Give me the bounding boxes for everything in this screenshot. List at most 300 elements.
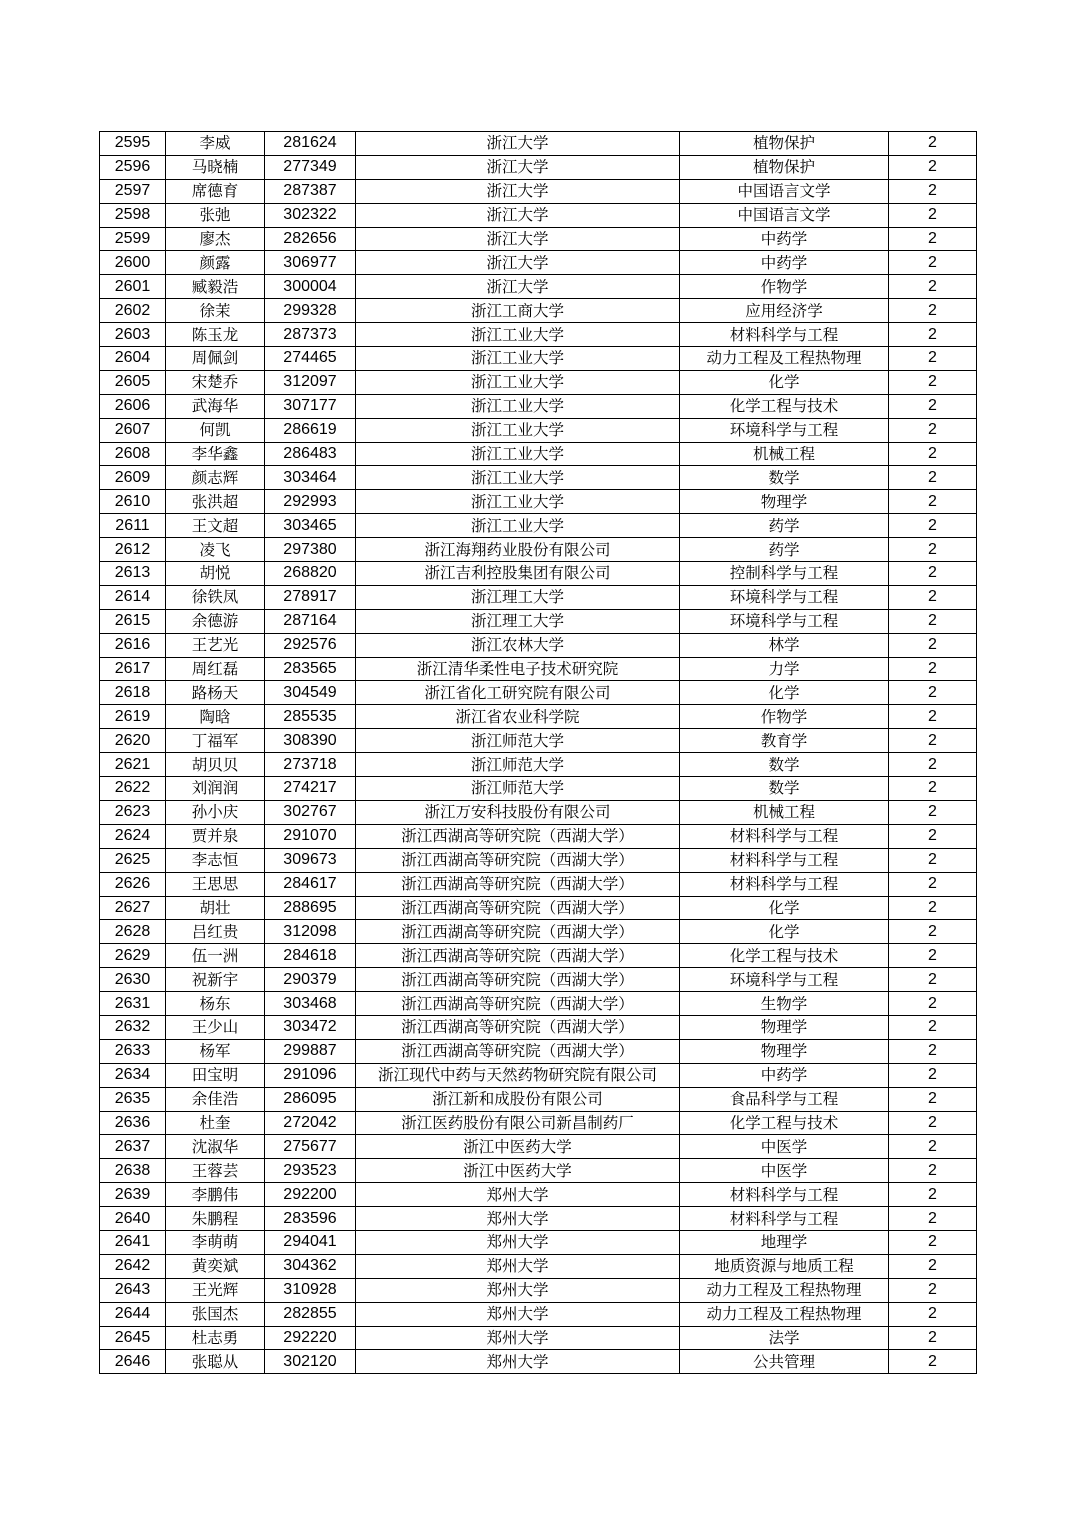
discipline: 机械工程 xyxy=(680,442,889,466)
table-row xyxy=(100,227,977,251)
row-number: 2621 xyxy=(100,753,166,777)
person-id: 286619 xyxy=(265,418,356,442)
count-value: 2 xyxy=(889,968,977,992)
count-value: 2 xyxy=(889,370,977,394)
discipline: 材料科学与工程 xyxy=(680,323,889,347)
discipline: 材料科学与工程 xyxy=(680,848,889,872)
count-value: 2 xyxy=(889,824,977,848)
table-row xyxy=(100,585,977,609)
table-row xyxy=(100,1015,977,1039)
organization: 浙江西湖高等研究院（西湖大学） xyxy=(356,1039,680,1063)
organization: 浙江理工大学 xyxy=(356,585,680,609)
person-id: 292200 xyxy=(265,1183,356,1207)
organization: 浙江省农业科学院 xyxy=(356,705,680,729)
table-row xyxy=(100,347,977,371)
table-row xyxy=(100,1350,977,1374)
organization: 浙江西湖高等研究院（西湖大学） xyxy=(356,992,680,1016)
organization: 浙江师范大学 xyxy=(356,729,680,753)
row-number: 2645 xyxy=(100,1326,166,1350)
discipline: 化学工程与技术 xyxy=(680,394,889,418)
count-value: 2 xyxy=(889,442,977,466)
row-number: 2643 xyxy=(100,1278,166,1302)
person-id: 308390 xyxy=(265,729,356,753)
person-id: 288695 xyxy=(265,896,356,920)
person-name: 王蓉芸 xyxy=(166,1159,265,1183)
count-value: 2 xyxy=(889,347,977,371)
discipline: 中药学 xyxy=(680,1063,889,1087)
person-id: 310928 xyxy=(265,1278,356,1302)
row-number: 2600 xyxy=(100,251,166,275)
row-number: 2614 xyxy=(100,585,166,609)
discipline: 环境科学与工程 xyxy=(680,968,889,992)
person-id: 303468 xyxy=(265,992,356,1016)
table-row xyxy=(100,562,977,586)
row-number: 2624 xyxy=(100,824,166,848)
discipline: 生物学 xyxy=(680,992,889,1016)
person-name: 李威 xyxy=(166,132,265,156)
organization: 浙江工业大学 xyxy=(356,370,680,394)
count-value: 2 xyxy=(889,1111,977,1135)
organization: 浙江大学 xyxy=(356,275,680,299)
person-id: 268820 xyxy=(265,562,356,586)
discipline: 化学 xyxy=(680,896,889,920)
count-value: 2 xyxy=(889,394,977,418)
count-value: 2 xyxy=(889,155,977,179)
count-value: 2 xyxy=(889,1278,977,1302)
person-id: 292220 xyxy=(265,1326,356,1350)
organization: 浙江工业大学 xyxy=(356,323,680,347)
discipline: 化学工程与技术 xyxy=(680,944,889,968)
table-row xyxy=(100,323,977,347)
table-row xyxy=(100,896,977,920)
table-row xyxy=(100,1111,977,1135)
discipline: 力学 xyxy=(680,657,889,681)
organization: 浙江西湖高等研究院（西湖大学） xyxy=(356,824,680,848)
table-row xyxy=(100,1326,977,1350)
count-value: 2 xyxy=(889,418,977,442)
organization: 浙江工商大学 xyxy=(356,299,680,323)
count-value: 2 xyxy=(889,872,977,896)
person-name: 王光辉 xyxy=(166,1278,265,1302)
row-number: 2642 xyxy=(100,1254,166,1278)
table-row xyxy=(100,514,977,538)
organization: 郑州大学 xyxy=(356,1278,680,1302)
count-value: 2 xyxy=(889,896,977,920)
person-name: 臧毅浩 xyxy=(166,275,265,299)
count-value: 2 xyxy=(889,1230,977,1254)
row-number: 2622 xyxy=(100,777,166,801)
discipline: 化学 xyxy=(680,920,889,944)
row-number: 2638 xyxy=(100,1159,166,1183)
organization: 浙江大学 xyxy=(356,203,680,227)
discipline: 环境科学与工程 xyxy=(680,585,889,609)
person-id: 297380 xyxy=(265,538,356,562)
person-name: 张国杰 xyxy=(166,1302,265,1326)
count-value: 2 xyxy=(889,777,977,801)
discipline: 药学 xyxy=(680,538,889,562)
table-row xyxy=(100,251,977,275)
discipline: 地质资源与地质工程 xyxy=(680,1254,889,1278)
person-id: 304362 xyxy=(265,1254,356,1278)
person-id: 303464 xyxy=(265,466,356,490)
person-name: 陈玉龙 xyxy=(166,323,265,347)
person-id: 282656 xyxy=(265,227,356,251)
table-row xyxy=(100,848,977,872)
table-row xyxy=(100,968,977,992)
discipline: 化学工程与技术 xyxy=(680,1111,889,1135)
discipline: 应用经济学 xyxy=(680,299,889,323)
table-row xyxy=(100,872,977,896)
organization: 浙江清华柔性电子技术研究院 xyxy=(356,657,680,681)
count-value: 2 xyxy=(889,132,977,156)
person-name: 吕红贵 xyxy=(166,920,265,944)
organization: 浙江省化工研究院有限公司 xyxy=(356,681,680,705)
person-id: 272042 xyxy=(265,1111,356,1135)
person-id: 281624 xyxy=(265,132,356,156)
organization: 浙江理工大学 xyxy=(356,609,680,633)
row-number: 2631 xyxy=(100,992,166,1016)
organization: 郑州大学 xyxy=(356,1254,680,1278)
organization: 浙江工业大学 xyxy=(356,418,680,442)
table-row xyxy=(100,705,977,729)
row-number: 2630 xyxy=(100,968,166,992)
person-name: 宋楚乔 xyxy=(166,370,265,394)
discipline: 数学 xyxy=(680,753,889,777)
person-id: 299887 xyxy=(265,1039,356,1063)
person-name: 李华鑫 xyxy=(166,442,265,466)
table-row xyxy=(100,777,977,801)
row-number: 2605 xyxy=(100,370,166,394)
person-name: 颜志辉 xyxy=(166,466,265,490)
organization: 浙江西湖高等研究院（西湖大学） xyxy=(356,848,680,872)
row-number: 2608 xyxy=(100,442,166,466)
discipline: 动力工程及工程热物理 xyxy=(680,347,889,371)
row-number: 2625 xyxy=(100,848,166,872)
count-value: 2 xyxy=(889,1302,977,1326)
person-name: 刘润润 xyxy=(166,777,265,801)
table-row xyxy=(100,155,977,179)
person-id: 299328 xyxy=(265,299,356,323)
organization: 浙江工业大学 xyxy=(356,490,680,514)
person-name: 周红磊 xyxy=(166,657,265,681)
row-number: 2634 xyxy=(100,1063,166,1087)
count-value: 2 xyxy=(889,275,977,299)
discipline: 地理学 xyxy=(680,1230,889,1254)
count-value: 2 xyxy=(889,848,977,872)
discipline: 食品科学与工程 xyxy=(680,1087,889,1111)
row-number: 2611 xyxy=(100,514,166,538)
row-number: 2640 xyxy=(100,1207,166,1231)
person-name: 胡壮 xyxy=(166,896,265,920)
row-number: 2597 xyxy=(100,179,166,203)
table-row xyxy=(100,466,977,490)
row-number: 2596 xyxy=(100,155,166,179)
person-name: 陶晗 xyxy=(166,705,265,729)
row-number: 2604 xyxy=(100,347,166,371)
discipline: 动力工程及工程热物理 xyxy=(680,1278,889,1302)
row-number: 2633 xyxy=(100,1039,166,1063)
person-id: 302120 xyxy=(265,1350,356,1374)
row-number: 2627 xyxy=(100,896,166,920)
organization: 浙江工业大学 xyxy=(356,442,680,466)
discipline: 公共管理 xyxy=(680,1350,889,1374)
row-number: 2616 xyxy=(100,633,166,657)
count-value: 2 xyxy=(889,179,977,203)
row-number: 2603 xyxy=(100,323,166,347)
person-id: 309673 xyxy=(265,848,356,872)
organization: 浙江西湖高等研究院（西湖大学） xyxy=(356,968,680,992)
discipline: 物理学 xyxy=(680,490,889,514)
row-number: 2595 xyxy=(100,132,166,156)
organization: 浙江工业大学 xyxy=(356,394,680,418)
count-value: 2 xyxy=(889,1254,977,1278)
person-name: 余德游 xyxy=(166,609,265,633)
person-name: 徐铁凤 xyxy=(166,585,265,609)
organization: 浙江工业大学 xyxy=(356,347,680,371)
organization: 浙江现代中药与天然药物研究院有限公司 xyxy=(356,1063,680,1087)
row-number: 2628 xyxy=(100,920,166,944)
person-id: 303472 xyxy=(265,1015,356,1039)
table-row xyxy=(100,1135,977,1159)
row-number: 2610 xyxy=(100,490,166,514)
discipline: 中药学 xyxy=(680,227,889,251)
row-number: 2626 xyxy=(100,872,166,896)
count-value: 2 xyxy=(889,538,977,562)
row-number: 2599 xyxy=(100,227,166,251)
count-value: 2 xyxy=(889,227,977,251)
person-name: 席德育 xyxy=(166,179,265,203)
count-value: 2 xyxy=(889,323,977,347)
table-row xyxy=(100,1302,977,1326)
discipline: 数学 xyxy=(680,466,889,490)
table-row xyxy=(100,1039,977,1063)
count-value: 2 xyxy=(889,203,977,227)
person-id: 284617 xyxy=(265,872,356,896)
person-id: 300004 xyxy=(265,275,356,299)
person-name: 廖杰 xyxy=(166,227,265,251)
table-row xyxy=(100,1254,977,1278)
discipline: 动力工程及工程热物理 xyxy=(680,1302,889,1326)
organization: 浙江工业大学 xyxy=(356,514,680,538)
person-id: 286483 xyxy=(265,442,356,466)
count-value: 2 xyxy=(889,609,977,633)
table-row xyxy=(100,1159,977,1183)
row-number: 2637 xyxy=(100,1135,166,1159)
table-row xyxy=(100,538,977,562)
discipline: 作物学 xyxy=(680,705,889,729)
table-row xyxy=(100,657,977,681)
person-name: 马晓楠 xyxy=(166,155,265,179)
row-number: 2620 xyxy=(100,729,166,753)
table-row xyxy=(100,203,977,227)
count-value: 2 xyxy=(889,657,977,681)
row-number: 2601 xyxy=(100,275,166,299)
person-name: 徐茉 xyxy=(166,299,265,323)
person-id: 283565 xyxy=(265,657,356,681)
discipline: 植物保护 xyxy=(680,132,889,156)
table-row xyxy=(100,944,977,968)
row-number: 2615 xyxy=(100,609,166,633)
table-row xyxy=(100,132,977,156)
table-row xyxy=(100,609,977,633)
discipline: 物理学 xyxy=(680,1039,889,1063)
discipline: 植物保护 xyxy=(680,155,889,179)
person-name: 周佩剑 xyxy=(166,347,265,371)
person-id: 287164 xyxy=(265,609,356,633)
table-row xyxy=(100,442,977,466)
row-number: 2635 xyxy=(100,1087,166,1111)
count-value: 2 xyxy=(889,514,977,538)
table-row xyxy=(100,1207,977,1231)
row-number: 2598 xyxy=(100,203,166,227)
person-name: 胡悦 xyxy=(166,562,265,586)
count-value: 2 xyxy=(889,753,977,777)
person-name: 胡贝贝 xyxy=(166,753,265,777)
organization: 浙江大学 xyxy=(356,179,680,203)
person-id: 312098 xyxy=(265,920,356,944)
person-name: 王文超 xyxy=(166,514,265,538)
count-value: 2 xyxy=(889,1087,977,1111)
count-value: 2 xyxy=(889,251,977,275)
count-value: 2 xyxy=(889,1015,977,1039)
count-value: 2 xyxy=(889,490,977,514)
person-name: 李萌萌 xyxy=(166,1230,265,1254)
discipline: 中医学 xyxy=(680,1135,889,1159)
discipline: 物理学 xyxy=(680,1015,889,1039)
table-row xyxy=(100,1278,977,1302)
person-id: 304549 xyxy=(265,681,356,705)
person-id: 285535 xyxy=(265,705,356,729)
row-number: 2636 xyxy=(100,1111,166,1135)
organization: 浙江西湖高等研究院（西湖大学） xyxy=(356,872,680,896)
person-name: 张聪从 xyxy=(166,1350,265,1374)
person-id: 291096 xyxy=(265,1063,356,1087)
person-id: 287387 xyxy=(265,179,356,203)
row-number: 2606 xyxy=(100,394,166,418)
person-name: 杨军 xyxy=(166,1039,265,1063)
discipline: 教育学 xyxy=(680,729,889,753)
person-id: 291070 xyxy=(265,824,356,848)
row-number: 2619 xyxy=(100,705,166,729)
discipline: 材料科学与工程 xyxy=(680,1183,889,1207)
person-name: 朱鹏程 xyxy=(166,1207,265,1231)
table-row xyxy=(100,275,977,299)
organization: 浙江师范大学 xyxy=(356,753,680,777)
person-id: 307177 xyxy=(265,394,356,418)
person-name: 黄奕斌 xyxy=(166,1254,265,1278)
table-row xyxy=(100,370,977,394)
discipline: 中国语言文学 xyxy=(680,179,889,203)
person-id: 302767 xyxy=(265,800,356,824)
person-name: 李鹏伟 xyxy=(166,1183,265,1207)
row-number: 2629 xyxy=(100,944,166,968)
organization: 浙江海翔药业股份有限公司 xyxy=(356,538,680,562)
discipline: 材料科学与工程 xyxy=(680,824,889,848)
organization: 浙江中医药大学 xyxy=(356,1159,680,1183)
person-id: 292576 xyxy=(265,633,356,657)
person-id: 303465 xyxy=(265,514,356,538)
discipline: 材料科学与工程 xyxy=(680,1207,889,1231)
count-value: 2 xyxy=(889,1326,977,1350)
discipline: 材料科学与工程 xyxy=(680,872,889,896)
row-number: 2607 xyxy=(100,418,166,442)
table-row xyxy=(100,299,977,323)
person-name: 余佳浩 xyxy=(166,1087,265,1111)
count-value: 2 xyxy=(889,729,977,753)
person-name: 孙小庆 xyxy=(166,800,265,824)
person-id: 294041 xyxy=(265,1230,356,1254)
person-name: 王艺光 xyxy=(166,633,265,657)
organization: 郑州大学 xyxy=(356,1326,680,1350)
person-name: 丁福军 xyxy=(166,729,265,753)
person-name: 凌飞 xyxy=(166,538,265,562)
organization: 浙江师范大学 xyxy=(356,777,680,801)
table-row xyxy=(100,729,977,753)
count-value: 2 xyxy=(889,681,977,705)
organization: 浙江新和成股份有限公司 xyxy=(356,1087,680,1111)
discipline: 化学 xyxy=(680,370,889,394)
person-name: 杨东 xyxy=(166,992,265,1016)
table-row xyxy=(100,1063,977,1087)
organization: 浙江西湖高等研究院（西湖大学） xyxy=(356,920,680,944)
organization: 浙江西湖高等研究院（西湖大学） xyxy=(356,1015,680,1039)
table-row xyxy=(100,920,977,944)
roster-table xyxy=(99,131,977,1374)
discipline: 环境科学与工程 xyxy=(680,609,889,633)
count-value: 2 xyxy=(889,1183,977,1207)
count-value: 2 xyxy=(889,1135,977,1159)
table-row xyxy=(100,418,977,442)
organization: 浙江大学 xyxy=(356,251,680,275)
row-number: 2617 xyxy=(100,657,166,681)
organization: 郑州大学 xyxy=(356,1302,680,1326)
count-value: 2 xyxy=(889,562,977,586)
count-value: 2 xyxy=(889,466,977,490)
count-value: 2 xyxy=(889,1159,977,1183)
discipline: 作物学 xyxy=(680,275,889,299)
table-row xyxy=(100,824,977,848)
table-row xyxy=(100,800,977,824)
table-row xyxy=(100,1230,977,1254)
discipline: 化学 xyxy=(680,681,889,705)
count-value: 2 xyxy=(889,920,977,944)
organization: 郑州大学 xyxy=(356,1183,680,1207)
table-row xyxy=(100,633,977,657)
person-id: 283596 xyxy=(265,1207,356,1231)
row-number: 2632 xyxy=(100,1015,166,1039)
person-id: 312097 xyxy=(265,370,356,394)
organization: 浙江西湖高等研究院（西湖大学） xyxy=(356,944,680,968)
organization: 浙江大学 xyxy=(356,132,680,156)
table-row xyxy=(100,992,977,1016)
discipline: 中药学 xyxy=(680,251,889,275)
person-name: 沈淑华 xyxy=(166,1135,265,1159)
row-number: 2613 xyxy=(100,562,166,586)
organization: 浙江工业大学 xyxy=(356,466,680,490)
discipline: 环境科学与工程 xyxy=(680,418,889,442)
table-row xyxy=(100,179,977,203)
count-value: 2 xyxy=(889,1207,977,1231)
row-number: 2646 xyxy=(100,1350,166,1374)
person-name: 杜志勇 xyxy=(166,1326,265,1350)
person-id: 286095 xyxy=(265,1087,356,1111)
row-number: 2609 xyxy=(100,466,166,490)
organization: 浙江大学 xyxy=(356,155,680,179)
organization: 浙江中医药大学 xyxy=(356,1135,680,1159)
count-value: 2 xyxy=(889,299,977,323)
row-number: 2641 xyxy=(100,1230,166,1254)
person-name: 李志恒 xyxy=(166,848,265,872)
